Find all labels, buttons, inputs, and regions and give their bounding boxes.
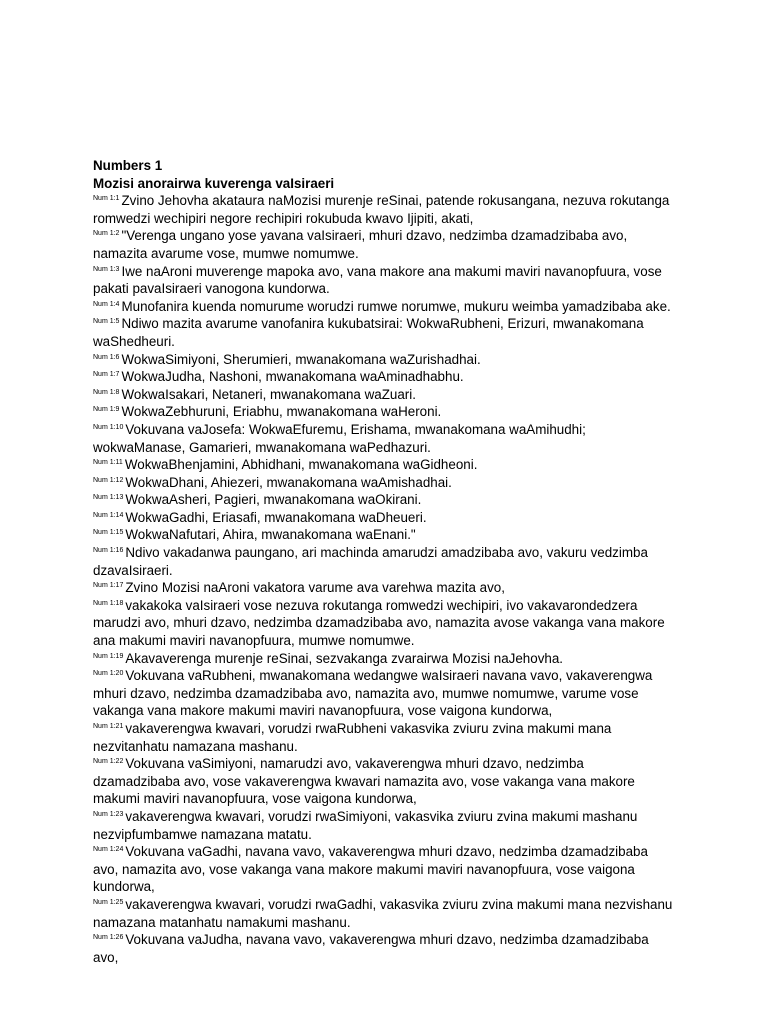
verse [93, 509, 673, 527]
verse [93, 456, 673, 474]
verse-reference: Num 1:20 [93, 670, 124, 678]
verse-text: Vokuvana vaSimiyoni, namarudzi avo, vakaverengwa mhuri dzavo, nedzimba dzamadzibaba avo, vose vakaverengwa kwavari namazita avo, vose vakanga vana makore makumi maviri navanopfuura, vose vaigona kundorwa, [93, 756, 635, 807]
verse-reference: Num 1:10 [93, 423, 124, 431]
verse [93, 474, 673, 492]
verse-text: vakaverengwa kwavari, vorudzi rwaRubheni vakasvika zviuru zvina makumi mana nezvitanhatu namazana mashanu. [93, 721, 612, 754]
verse [93, 298, 673, 316]
verse [93, 421, 673, 456]
verse-text: vakaverengwa kwavari, vorudzi rwaGadhi, vakasvika zviuru zvina makumi mana nezvishanu namazana matanhatu namakumi mashanu. [93, 896, 673, 930]
verse-reference: Num 1:16 [93, 547, 124, 555]
verse-reference: Num 1:21 [93, 723, 124, 730]
verse-reference: Num 1:25 [93, 898, 124, 906]
section-heading: Mozisi anorairwa kuverenga vaIsiraeri [93, 175, 335, 191]
verse [93, 526, 673, 544]
book-title: Numbers 1 [93, 158, 163, 173]
verse-reference: Num 1:22 [93, 758, 124, 766]
verse-text: WokwaZebhuruni, Eriabhu, mwanakomana waHeroni. [121, 404, 442, 420]
verse-text: vakakoka vaIsiraeri vose nezuva rokutanga romwedzi wechipiri, ivo vakavarondedzera marudzi avo, mhuri dzavo, nedzimba dzamadzibaba avo, namazita avose vakanga vana makore ana makumi maviri navanopfuura, mumwe nomumwe. [93, 597, 665, 649]
verse-reference: Num 1:2 [93, 230, 120, 238]
verse [93, 720, 673, 755]
verse-text: Iwe naAroni muverenge mapoka avo, vana makore ana makumi maviri navanopfuura, vose pakati pavaIsiraeri vanogona kundorwa. [93, 263, 662, 297]
document-body [93, 157, 673, 966]
verse [93, 315, 673, 350]
verse [93, 597, 673, 650]
verse [93, 544, 673, 579]
verse-reference: Num 1:9 [93, 406, 120, 414]
verse-text: Vokuvana vaRubheni, mwanakomana wedangwe waIsiraeri navana vavo, vakaverengwa mhuri dzavo, nedzimba dzamadzibaba avo, namazita avo, mumwe nomumwe, varume vose vakanga vana makore makumi maviri navanopfuura, vose vaigona kundorwa, [93, 668, 653, 719]
verse-text: WokwaDhani, Ahiezeri, mwanakomana waAmishadhai. [125, 474, 452, 490]
verse-text: WokwaGadhi, Eriasafi, mwanakomana waDheueri. [125, 509, 427, 525]
verse-text: vakaverengwa kwavari, vorudzi rwaSimiyoni, vakasvika zviuru zvina makumi mashanu nezvipfumbamwe namazana matatu. [93, 808, 638, 842]
verse [93, 579, 673, 597]
verse-reference: Num 1:23 [93, 810, 124, 818]
verse-text: Ndiwo mazita avarume vanofanira kukubatsirai: WokwaRubheni, Erizuri, mwanakomana waShedheuri. [93, 316, 644, 349]
verse-reference: Num 1:5 [93, 318, 120, 326]
verse-reference: Num 1:17 [93, 582, 124, 590]
verse [93, 843, 673, 896]
verse [93, 667, 673, 720]
verse [93, 755, 673, 808]
verse [93, 368, 673, 386]
verse-reference: Num 1:12 [93, 476, 124, 484]
verse [93, 403, 673, 421]
verse [93, 931, 673, 966]
verse-reference: Num 1:3 [93, 265, 120, 273]
verse-reference: Num 1:14 [93, 511, 124, 519]
verse-reference: Num 1:13 [93, 494, 124, 502]
verse-text: Ndivo vakadanwa paungano, ari machinda amarudzi amadzibaba avo, vakuru vedzimba dzavaIsiraeri. [93, 545, 648, 578]
verse-reference: Num 1:6 [93, 353, 120, 361]
verse-reference: Num 1:19 [93, 652, 124, 660]
verse-reference: Num 1:8 [93, 388, 120, 396]
verse-text: WokwaJudha, Nashoni, mwanakomana waAminadhabhu. [121, 369, 464, 385]
verse-list [93, 192, 673, 966]
verse-text: Vokuvana vaJudha, navana vavo, vakaverengwa mhuri dzavo, nedzimba dzamadzibaba avo, [93, 932, 649, 965]
verse-reference: Num 1:24 [93, 846, 124, 854]
verse-text: Vokuvana vaGadhi, navana vavo, vakaverengwa mhuri dzavo, nedzimba dzamadzibaba avo, namazita avo, vose vakanga vana makore makumi maviri navanopfuura, vose vaigona kundorwa, [93, 844, 648, 895]
verse-text: Munofanira kuenda nomurume worudzi rumwe norumwe, mukuru weimba yamadzibaba ake. [121, 298, 671, 314]
verse-text: "Verenga ungano yose yavana vaIsiraeri, mhuri dzavo, nedzimba dzamadzibaba avo, namazita avarume vose, mumwe nomumwe. [93, 228, 628, 261]
verse-text: WokwaAsheri, Pagieri, mwanakomana waOkirani. [125, 492, 422, 508]
verse-reference: Num 1:4 [93, 300, 120, 308]
verse [93, 808, 673, 843]
verse [93, 386, 673, 404]
verse [93, 896, 673, 931]
verse-reference: Num 1:18 [93, 599, 124, 607]
verse-text: Zvino Jehovha akataura naMozisi murenje reSinai, patende rokusangana, nezuva rokutanga romwedzi wechipiri negore rechipiri rokubuda kwavo Ijipiti, akati, [93, 193, 670, 226]
verse [93, 351, 673, 369]
verse [93, 192, 673, 227]
verse-text: Vokuvana vaJosefa: WokwaEfuremu, Erishama, mwanakomana waAmihudhi; wokwaManase, Gamarieri, mwanakomana waPedhazuri. [93, 421, 586, 455]
verse [93, 650, 673, 668]
verse-text: WokwaBhenjamini, Abhidhani, mwanakomana waGidheoni. [124, 457, 478, 473]
verse-reference: Num 1:15 [93, 529, 124, 537]
verse [93, 227, 673, 262]
verse-reference: Num 1:26 [93, 934, 124, 942]
verse [93, 491, 673, 509]
verse-text: Akavaverenga murenje reSinai, sezvakanga zvarairwa Mozisi naJehovha. [125, 650, 564, 666]
verse-text: WokwaIsakari, Netaneri, mwanakomana waZuari. [121, 386, 416, 402]
verse-reference: Num 1:11 [93, 459, 123, 467]
verse-text: Zvino Mozisi naAroni vakatora varume ava varehwa mazita avo, [125, 580, 505, 596]
verse-text: WokwaNafutari, Ahira, mwanakomana waEnani." [125, 527, 416, 543]
verse-text: WokwaSimiyoni, Sherumieri, mwanakomana waZurishadhai. [121, 351, 481, 367]
verse [93, 263, 673, 298]
verse-reference: Num 1:1 [93, 195, 120, 203]
verse-reference: Num 1:7 [93, 371, 120, 379]
